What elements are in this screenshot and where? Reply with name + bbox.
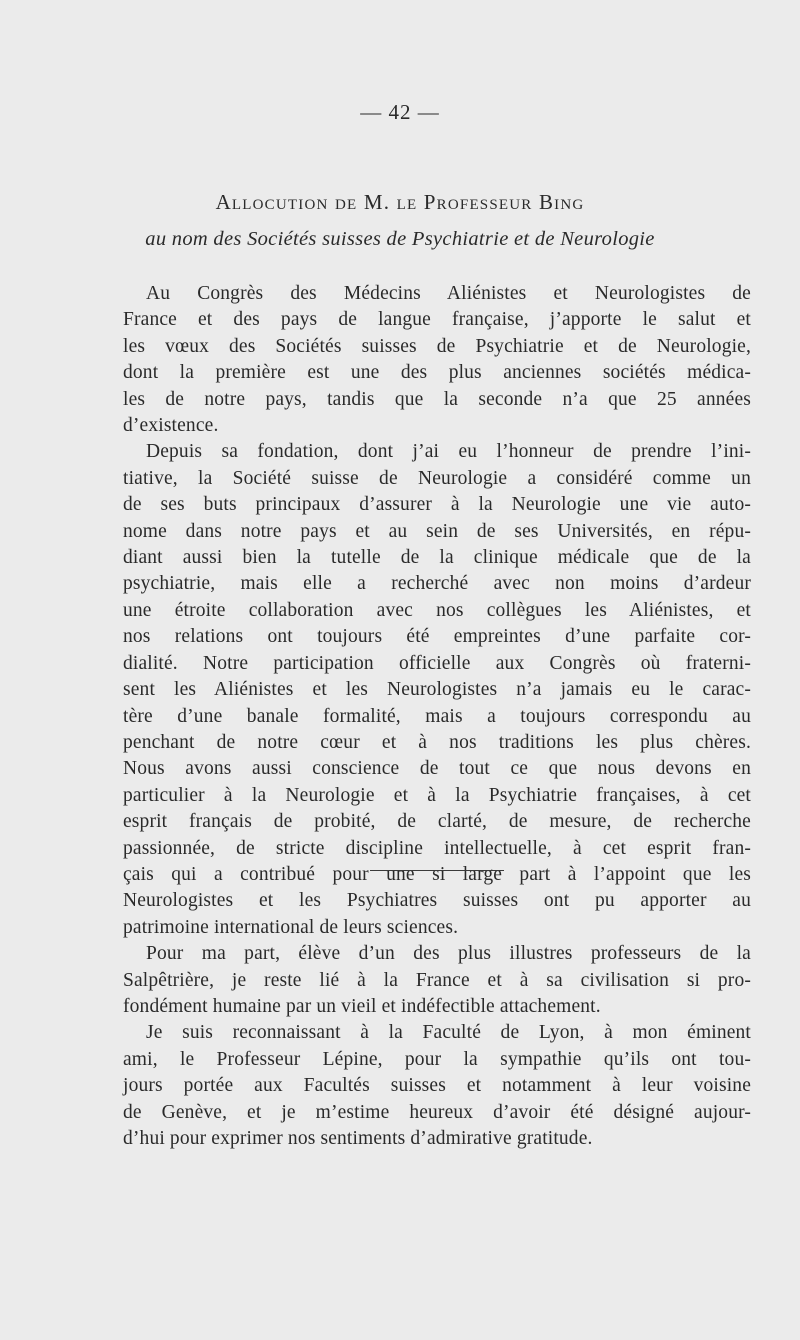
text-line: dont la première est une des plus anciennes sociétés médica-	[123, 362, 751, 384]
text-line: psychiatrie, mais elle a recherché avec non moins d’ardeur	[123, 573, 751, 595]
text-line: Nous avons aussi conscience de tout ce que nous devons en	[123, 758, 751, 780]
text-line: Au Congrès des Médecins Aliénistes et Neurologistes de	[146, 283, 751, 304]
text-line: les vœux des Sociétés suisses de Psychiatrie et de Neurologie,	[123, 335, 751, 357]
text-line: Neurologistes et les Psychiatres suisses ont pu apporter au	[123, 890, 751, 912]
text-line: particulier à la Neurologie et à la Psychiatrie françaises, à cet	[123, 784, 751, 806]
text-line: une étroite collaboration avec nos collègues les Aliénistes, et	[123, 599, 751, 621]
text-line: d’existence.	[123, 415, 219, 437]
text-line: sent les Aliénistes et les Neurologistes n’a jamais eu le carac-	[123, 679, 751, 701]
text-line: tère d’une banale formalité, mais a toujours correspondu au	[123, 705, 751, 727]
paragraph	[123, 941, 751, 1020]
paragraph	[123, 281, 751, 439]
text-line: d’hui pour exprimer nos sentiments d’admirative gratitude.	[123, 1128, 593, 1149]
text-line: tiative, la Société suisse de Neurologie a considéré comme un	[123, 467, 751, 489]
text-line: nos relations ont toujours été empreintes d’une parfaite cor-	[123, 626, 751, 648]
page-title: Allocution de M. le Professeur Bing	[215, 190, 585, 214]
end-rule	[370, 870, 504, 871]
paragraph	[123, 1020, 751, 1152]
text-line: Pour ma part, élève d’un des plus illustres professeurs de la	[146, 943, 751, 965]
text-line: France et des pays de langue française, j’apporte le salut et	[123, 309, 751, 331]
text-line: ami, le Professeur Lépine, pour la sympathie qu’ils ont tou-	[123, 1048, 751, 1070]
paragraph	[123, 439, 751, 941]
text-line: de Genève, et je m’estime heureux d’avoir été désigné aujour-	[123, 1101, 751, 1123]
text-line: fondément humaine par un vieil et indéfectible attachement.	[123, 995, 601, 1017]
text-line: çais qui a contribué pour une si large part à l’appoint que les	[123, 863, 751, 885]
text-line: esprit français de probité, de clarté, de mesure, de recherche	[123, 811, 751, 833]
body-text	[123, 281, 751, 1152]
text-line: Salpêtrière, je reste lié à la France et à sa civilisation si pro-	[123, 969, 751, 991]
page-subtitle: au nom des Sociétés suisses de Psychiatrie et de Neurologie	[145, 228, 655, 250]
text-line: penchant de notre cœur et à nos traditions les plus chères.	[123, 731, 751, 753]
text-line: dialité. Notre participation officielle aux Congrès où fraterni-	[123, 652, 751, 674]
text-line: de ses buts principaux d’assurer à la Neurologie une vie auto-	[123, 494, 751, 516]
text-line: Je suis reconnaissant à la Faculté de Lyon, à mon éminent	[146, 1022, 751, 1044]
text-line: les de notre pays, tandis que la seconde n’a que 25 années	[123, 388, 751, 410]
page-number: — 42 —	[360, 100, 440, 124]
text-line: patrimoine international de leurs sciences.	[123, 916, 459, 938]
text-line: Depuis sa fondation, dont j’ai eu l’honneur de prendre l’ini-	[146, 441, 751, 463]
text-line: passionnée, de stricte discipline intellectuelle, à cet esprit fran-	[123, 837, 751, 859]
text-line: jours portée aux Facultés suisses et notamment à leur voisine	[123, 1075, 751, 1097]
text-line: diant aussi bien la tutelle de la clinique médicale que de la	[123, 547, 751, 569]
text-line: nome dans notre pays et au sein de ses Universités, en répu-	[123, 520, 751, 542]
